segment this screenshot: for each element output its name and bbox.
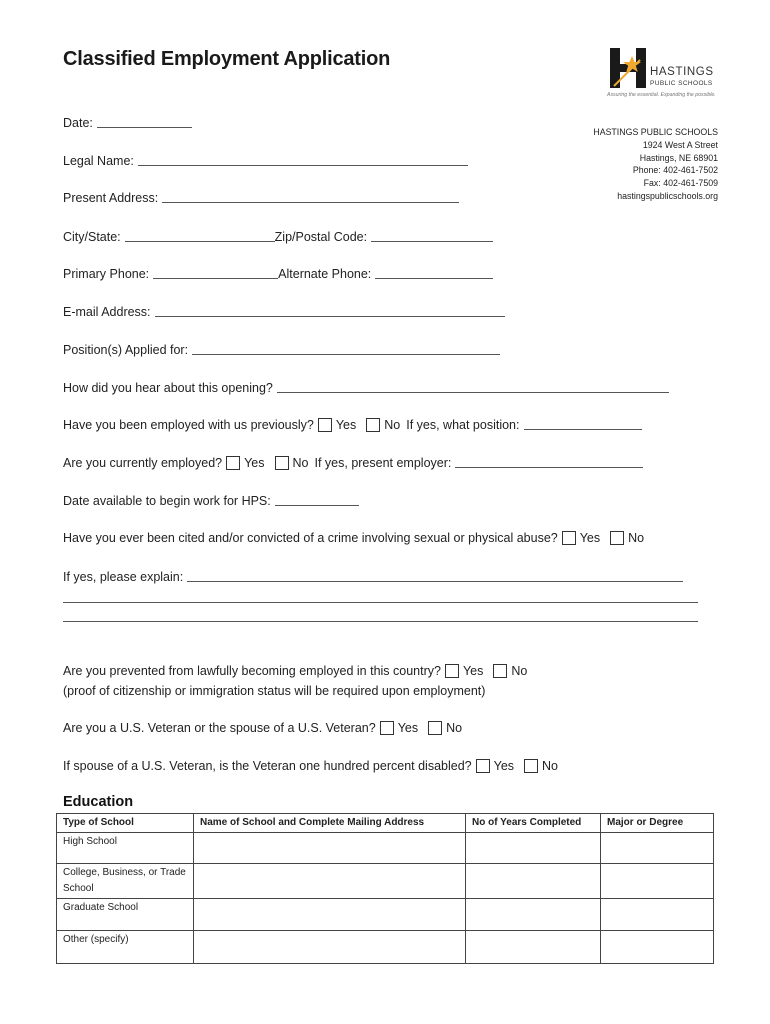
employed-prev-no-checkbox[interactable] <box>366 418 380 432</box>
veteran-disabled-yes-checkbox[interactable] <box>476 759 490 773</box>
email-row <box>63 304 508 319</box>
explain-row <box>63 569 686 584</box>
veteran-row <box>63 721 462 735</box>
major-degree-cell[interactable] <box>601 833 714 864</box>
column-header: Name of School and Complete Mailing Address <box>194 814 466 833</box>
prevented-note-row <box>63 684 485 698</box>
major-degree-cell[interactable] <box>601 931 714 964</box>
email-label: E-mail Address: <box>63 305 151 319</box>
explain-field[interactable] <box>187 569 683 582</box>
legal-name-label: Legal Name: <box>63 154 134 168</box>
veteran-disabled-label: If spouse of a U.S. Veteran, is the Veteran one hundred percent disabled? <box>63 759 472 773</box>
no-label: No <box>384 418 401 432</box>
legal-name-row <box>63 153 471 168</box>
school-name-cell[interactable] <box>194 833 466 864</box>
years-completed-cell[interactable] <box>466 864 601 899</box>
school-name-cell[interactable] <box>194 864 466 899</box>
prevented-row <box>63 664 527 678</box>
school-address-block <box>593 126 718 203</box>
if-yes-employer-label: If yes, present employer: <box>314 456 452 470</box>
yes-label: Yes <box>579 531 601 545</box>
heard-field[interactable] <box>277 380 669 393</box>
employed-prev-label: Have you been employed with us previously? <box>63 418 314 432</box>
cited-label: Have you ever been cited and/or convicted of a crime involving sexual or physical abuse? <box>63 531 558 545</box>
years-completed-cell[interactable] <box>466 833 601 864</box>
email-field[interactable] <box>155 304 505 317</box>
no-label: No <box>628 531 645 545</box>
present-address-label: Present Address: <box>63 191 159 205</box>
explain-field-line-2[interactable] <box>63 602 698 603</box>
years-completed-cell[interactable] <box>466 931 601 964</box>
if-yes-position-label: If yes, what position: <box>406 418 520 432</box>
phone-row <box>63 266 496 281</box>
currently-employed-no-checkbox[interactable] <box>275 456 289 470</box>
date-label: Date: <box>63 116 93 130</box>
table-row <box>57 931 714 964</box>
yes-label: Yes <box>244 456 265 470</box>
address-name: HASTINGS PUBLIC SCHOOLS <box>593 127 718 137</box>
positions-field[interactable] <box>192 342 500 355</box>
school-name-cell[interactable] <box>194 931 466 964</box>
no-label: No <box>446 721 463 735</box>
city-state-field[interactable] <box>125 229 275 242</box>
legal-name-field[interactable] <box>138 153 468 166</box>
veteran-label: Are you a U.S. Veteran or the spouse of a U.S. Veteran? <box>63 721 376 735</box>
no-label: No <box>542 759 559 773</box>
primary-phone-label: Primary Phone: <box>63 267 150 281</box>
education-header-row <box>57 814 714 833</box>
heard-label: How did you hear about this opening? <box>63 381 273 395</box>
yes-label: Yes <box>462 664 484 678</box>
cited-row <box>63 531 644 545</box>
yes-label: Yes <box>397 721 419 735</box>
veteran-yes-checkbox[interactable] <box>380 721 394 735</box>
primary-phone-field[interactable] <box>153 266 278 279</box>
date-field[interactable] <box>97 115 192 128</box>
veteran-disabled-no-checkbox[interactable] <box>524 759 538 773</box>
address-phone: Phone: 402-461-7502 <box>632 165 718 176</box>
employed-prev-yes-checkbox[interactable] <box>318 418 332 432</box>
column-header: No of Years Completed <box>466 814 601 833</box>
major-degree-cell[interactable] <box>601 899 714 931</box>
zip-field[interactable] <box>371 229 493 242</box>
logo-tagline: Assuring the essential. Expanding the possible. <box>607 92 716 98</box>
school-logo <box>606 46 722 102</box>
table-row <box>57 864 714 899</box>
school-type-cell: College, Business, or Trade School <box>57 864 194 899</box>
table-row <box>57 899 714 931</box>
present-address-row <box>63 190 462 205</box>
prevented-no-checkbox[interactable] <box>493 664 507 678</box>
positions-label: Position(s) Applied for: <box>63 343 189 357</box>
currently-employed-label: Are you currently employed? <box>63 456 223 470</box>
logo-name: HASTINGS <box>650 66 714 78</box>
employed-prev-row <box>63 417 645 432</box>
years-completed-cell[interactable] <box>466 899 601 931</box>
veteran-no-checkbox[interactable] <box>428 721 442 735</box>
education-table <box>56 813 714 964</box>
present-address-field[interactable] <box>162 190 459 203</box>
currently-employed-yes-checkbox[interactable] <box>226 456 240 470</box>
heard-row <box>63 380 672 395</box>
page-title: Classified Employment Application <box>63 48 391 70</box>
yes-label: Yes <box>335 418 357 432</box>
column-header: Type of School <box>57 814 194 833</box>
alternate-phone-label: Alternate Phone: <box>278 267 372 281</box>
veteran-disabled-row <box>63 759 558 773</box>
zip-label: Zip/Postal Code: <box>274 230 368 244</box>
education-heading: Education <box>63 794 134 810</box>
address-city: Hastings, NE 68901 <box>639 152 718 163</box>
major-degree-cell[interactable] <box>601 864 714 899</box>
prevented-label: Are you prevented from lawfully becoming employed in this country? <box>63 664 441 678</box>
positions-row <box>63 342 503 357</box>
if-yes-employer-field[interactable] <box>455 455 643 468</box>
no-label: No <box>292 456 309 470</box>
no-label: No <box>511 664 528 678</box>
logo-subname: PUBLIC SCHOOLS <box>650 80 713 87</box>
prevented-note: (proof of citizenship or immigration status will be required upon employment) <box>63 684 486 698</box>
school-type-cell: Graduate School <box>57 899 194 931</box>
address-fax: Fax: 402-461-7509 <box>643 178 718 189</box>
address-street: 1924 West A Street <box>642 139 718 150</box>
cited-yes-checkbox[interactable] <box>562 531 576 545</box>
column-header: Major or Degree <box>601 814 714 833</box>
address-web: hastingspublicschools.org <box>617 190 718 201</box>
cited-no-checkbox[interactable] <box>610 531 624 545</box>
date-available-row <box>63 493 362 508</box>
table-row <box>57 833 714 864</box>
school-type-cell: Other (specify) <box>57 931 194 964</box>
prevented-yes-checkbox[interactable] <box>445 664 459 678</box>
if-yes-position-field[interactable] <box>524 417 642 430</box>
school-type-cell: High School <box>57 833 194 864</box>
date-available-field[interactable] <box>275 493 359 506</box>
school-name-cell[interactable] <box>194 899 466 931</box>
currently-employed-row <box>63 455 646 470</box>
explain-label: If yes, please explain: <box>63 570 184 584</box>
city-state-label: City/State: <box>63 230 121 244</box>
explain-field-line-3[interactable] <box>63 621 698 622</box>
alternate-phone-field[interactable] <box>375 266 493 279</box>
city-zip-row <box>63 229 496 244</box>
yes-label: Yes <box>493 759 515 773</box>
date-available-label: Date available to begin work for HPS: <box>63 494 271 508</box>
hastings-h-icon <box>608 46 650 90</box>
date-row <box>63 115 195 130</box>
